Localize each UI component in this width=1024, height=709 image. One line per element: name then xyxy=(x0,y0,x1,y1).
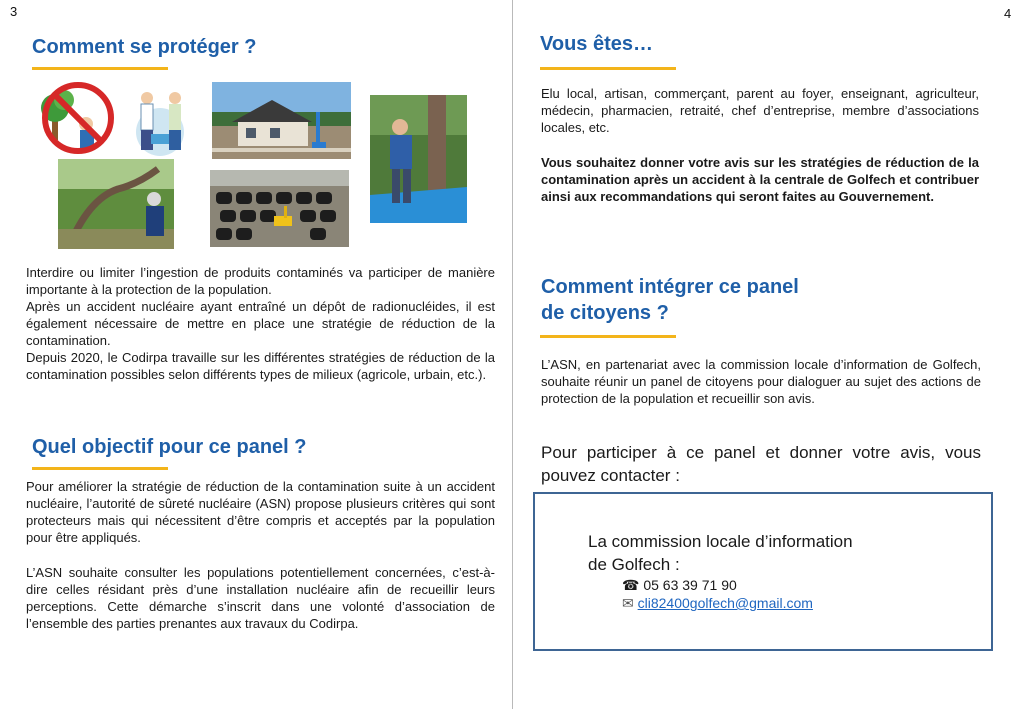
house-decontamination-photo xyxy=(212,82,351,159)
paragraph-line: Interdire ou limiter l’ingestion de produits contaminés va participer de manière importante à la protection de la population. xyxy=(26,265,495,297)
heading-vous-etes: Vous êtes… xyxy=(540,33,653,55)
contact-intro: Pour participer à ce panel et donner votre avis, vous pouvez contacter : xyxy=(541,443,981,485)
page-divider xyxy=(512,0,513,709)
paragraph-protection xyxy=(26,264,495,383)
heading-underline xyxy=(32,67,168,70)
phone-icon: ☎ xyxy=(622,577,640,593)
tree-worker-photo xyxy=(370,95,467,223)
contact-name-line: de Golfech : xyxy=(588,555,680,574)
paragraph-avis: Vous souhaitez donner votre avis sur les stratégies de réduction de la contamination après un accident à la centrale de Golfech et contribuer ainsi aux recommandations qui seront faites au Gouvernement. xyxy=(541,155,979,204)
paragraph-consultation: L’ASN souhaite consulter les populations potentiellement concernées, c’est-à-dire celles résidant près d’une installation nucléaire afin de recueillir leurs perceptions. Cette démarche s’inscrit dans une volonté d’association de l’ensemble des parties prenantes aux travaux du Codirpa. xyxy=(26,565,495,631)
orchard-spraying-photo xyxy=(58,159,174,249)
paragraph-line: Après un accident nucléaire ayant entraîné un dépôt de radionucléides, il est également nécessaire de mettre en place une stratégie de réduction de la contamination. xyxy=(26,299,495,348)
contact-email-link[interactable]: cli82400golfech@gmail.com xyxy=(637,595,813,611)
heading-line: de citoyens ? xyxy=(541,302,669,324)
contact-name xyxy=(588,530,853,576)
waste-bags-photo xyxy=(210,170,349,247)
heading-integrer-panel xyxy=(541,274,941,326)
contact-name-line: La commission locale d’information xyxy=(588,532,853,551)
paragraph-line: Depuis 2020, le Codirpa travaille sur les différentes stratégies de réduction de la contamination possibles selon différents types de milieux (agricole, urbain, etc.). xyxy=(26,350,495,382)
prohibition-illustration xyxy=(34,80,120,156)
paragraph-profiles: Elu local, artisan, commerçant, parent au foyer, enseignant, agriculteur, médecin, pharmacien, retraité, chef d’entreprise, membre d’associations locales, etc. xyxy=(541,86,979,135)
washing-illustration xyxy=(123,80,198,156)
heading-line: Comment intégrer ce panel xyxy=(541,276,799,298)
contact-email-row xyxy=(622,594,813,612)
contact-phone: 05 63 39 71 90 xyxy=(643,577,737,593)
page-number-right: 4 xyxy=(1004,6,1012,21)
heading-underline xyxy=(32,467,168,470)
heading-comment-se-proteger: Comment se protéger ? xyxy=(32,36,257,58)
paragraph-objectif: Pour améliorer la stratégie de réduction de la contamination suite à un accident nucléaire, l’autorité de sûreté nucléaire (ASN) propose plusieurs critères qui sont protecteurs mais qui nécessitent d’être compris et acceptés par la population pour être appliqués. xyxy=(26,479,495,545)
paragraph-partenariat: L’ASN, en partenariat avec la commission locale d’information de Golfech, souhaite réunir un panel de citoyens pour dialoguer au sujet des actions de protection de la population et recueillir son avis. xyxy=(541,357,981,406)
heading-underline xyxy=(540,67,676,70)
heading-quel-objectif: Quel objectif pour ce panel ? xyxy=(32,436,307,458)
heading-underline xyxy=(540,335,676,338)
contact-phone-row xyxy=(622,576,737,594)
envelope-icon: ✉ xyxy=(622,595,634,611)
page-number-left: 3 xyxy=(10,4,18,19)
